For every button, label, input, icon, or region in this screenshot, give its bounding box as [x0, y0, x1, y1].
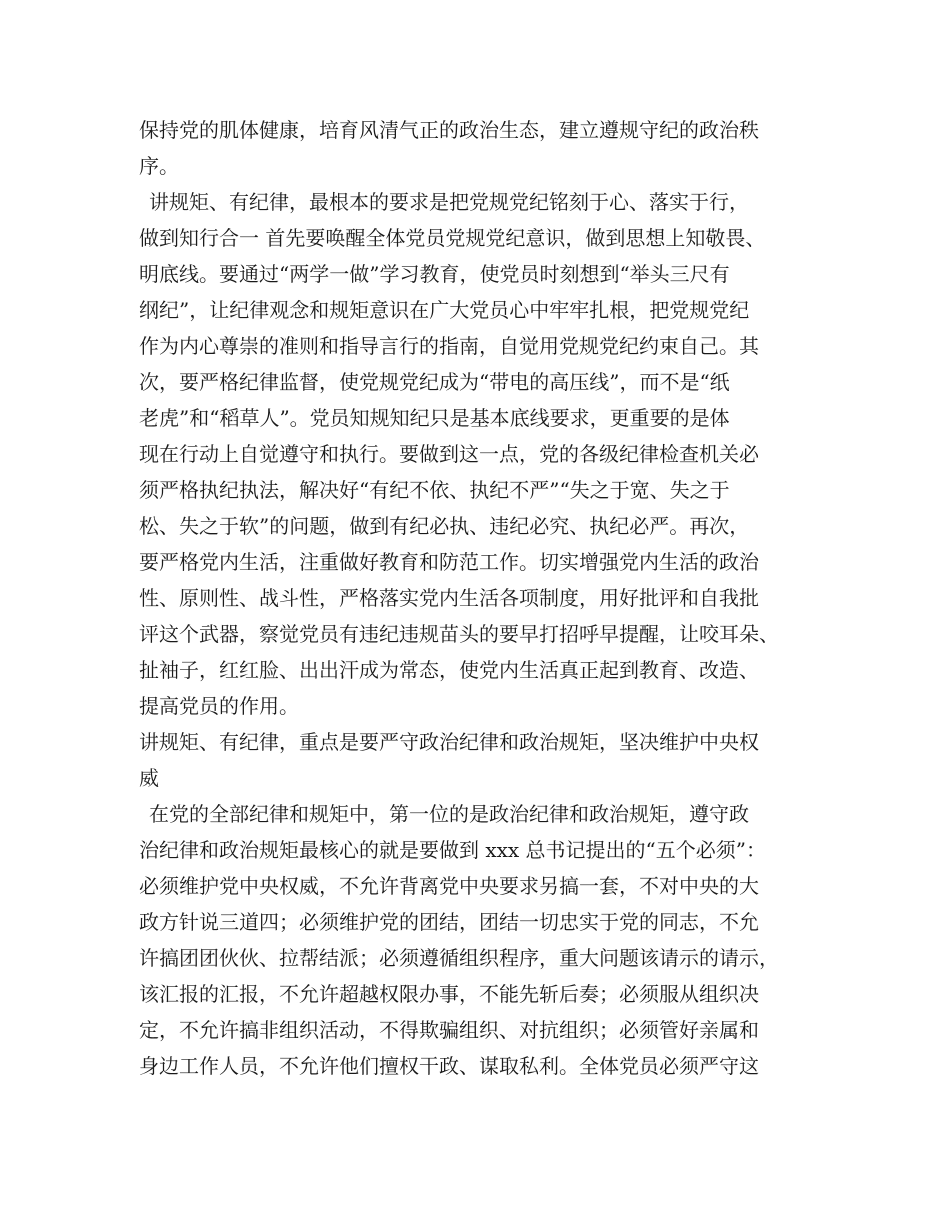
text-line: 定，不允许搞非组织活动，不得欺骗组织、对抗组织；必须管好亲属和 — [139, 1018, 759, 1042]
text-line: 治纪律和政治规矩最核心的就是要做到 xxx 总书记提出的“五个必须”： — [139, 838, 767, 862]
text-line: 扯袖子，红红脸、出出汗成为常态，使党内生活真正起到教育、改造、 — [139, 658, 759, 682]
text-line: 必须维护党中央权威，不允许背离党中央要求另搞一套，不对中央的大 — [139, 874, 759, 898]
text-line: 要严格党内生活，注重做好教育和防范工作。切实增强党内生活的政治 — [139, 550, 759, 574]
section-heading-line: 讲规矩、有纪律，重点是要严守政治纪律和政治规矩，坚决维护中央权 — [139, 730, 759, 754]
text-line: 政方针说三道四；必须维护党的团结，团结一切忠实于党的同志，不允 — [139, 910, 759, 934]
text-line: 该汇报的汇报，不允许超越权限办事，不能先斩后奏；必须服从组织决 — [139, 982, 759, 1006]
text-line: 作为内心尊崇的准则和指导言行的指南，自觉用党规党纪约束自己。其 — [139, 334, 759, 358]
text-line: 评这个武器，察觉党员有违纪违规苗头的要早打招呼早提醒，让咬耳朵、 — [139, 622, 779, 646]
text-line: 序。 — [139, 154, 179, 178]
text-line: 做到知行合一 首先要唤醒全体党员党规党纪意识，做到思想上知敬畏、 — [139, 226, 766, 250]
text-line: 许搞团团伙伙、拉帮结派；必须遵循组织程序，重大问题该请示的请示， — [139, 946, 779, 970]
text-line: 提高党员的作用。 — [139, 694, 299, 718]
section-heading-line: 威 — [139, 766, 159, 790]
paragraph-start-line: 在党的全部纪律和规矩中，第一位的是政治纪律和政治规矩，遵守政 — [149, 802, 749, 826]
text-line: 松、失之于软”的问题，做到有纪必执、违纪必究、执纪必严。再次， — [139, 514, 750, 538]
text-line: 现在行动上自觉遵守和执行。要做到这一点，党的各级纪律检查机关必 — [139, 442, 759, 466]
text-line: 纲纪”，让纪律观念和规矩意识在广大党员心中牢牢扎根，把党规党纪 — [139, 298, 750, 322]
paragraph-start-line: 讲规矩、有纪律，最根本的要求是把党规党纪铭刻于心、落实于行， — [149, 190, 749, 214]
text-line: 须严格执纪执法，解决好“有纪不依、执纪不严”“失之于宽、失之于 — [139, 478, 730, 502]
document-body — [139, 112, 839, 1084]
text-line: 次，要严格纪律监督，使党规党纪成为“带电的高压线”，而不是“纸 — [139, 370, 730, 394]
text-line: 身边工作人员，不允许他们擅权干政、谋取私利。全体党员必须严守这 — [139, 1054, 759, 1078]
text-line: 明底线。要通过“两学一做”学习教育，使党员时刻想到“举头三尺有 — [139, 262, 730, 286]
text-line: 老虎”和“稻草人”。党员知规知纪只是基本底线要求，更重要的是体 — [139, 406, 730, 430]
text-line: 性、原则性、战斗性，严格落实党内生活各项制度，用好批评和自我批 — [139, 586, 759, 610]
text-line: 保持党的肌体健康，培育风清气正的政治生态，建立遵规守纪的政治秩 — [139, 118, 759, 142]
